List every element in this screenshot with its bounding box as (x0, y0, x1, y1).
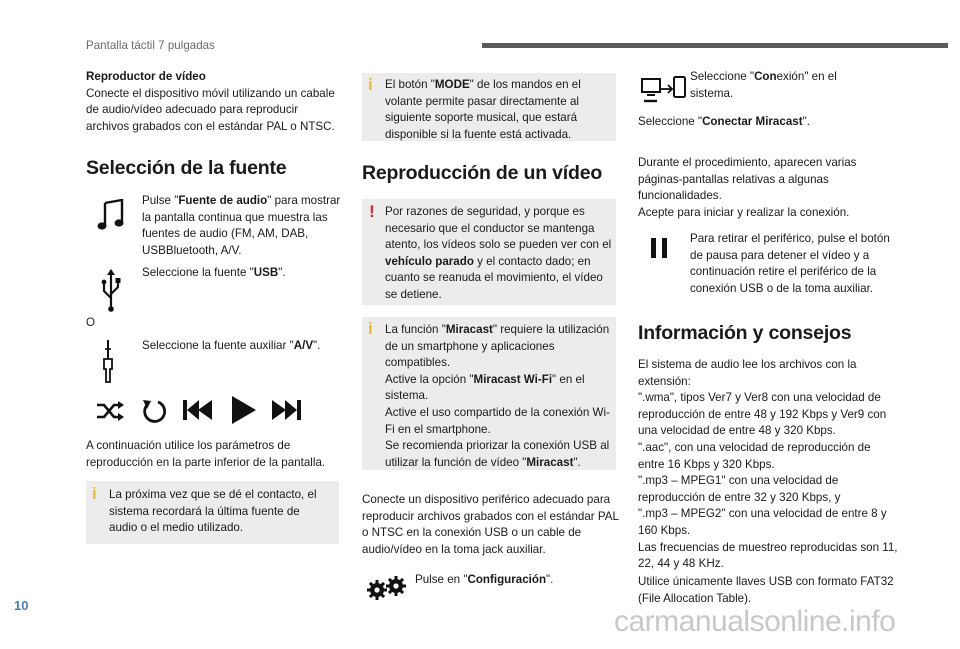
after-controls-text: A continuación utilice los parámetros de reproducción en la parte inferior de la pantalla. (86, 439, 326, 469)
info-formats-text: El sistema de audio lee los archivos con la extensión: ".wma", tipos Ver7 y Ver8 con una velocidad de reproducción de entre 48 y 192 Kbps y Ver9 con una velocidad de entre 48 y 320 Kbps. ".aac", con una velocidad de reproducción de entre 16 Kbps y 320 Kbps. ".mp3 – MPEG1" con una velocidad de reproducción de entre 32 y 320 Kbps, y ".mp3 – MPEG2" con una velocidad de entre 8 y 160 Kbps. Las frecuencias de muestreo reproducidas son 11, 22, 44 y 48 KHz. (638, 358, 898, 571)
info-marker-icon: i (368, 319, 373, 338)
warning-text: Por razones de seguridad, y porque es necesario que el conductor se mantenga atento, los vídeos solo se pueden ver con el vehículo parado y el contacto dado; en cuanto se reanuda el movimiento, el vídeo se detiene. (385, 205, 612, 301)
watermark: carmanualsonline.info (614, 605, 896, 638)
video-player-block (86, 69, 344, 135)
step-audio-source: Pulse "Fuente de audio" para mostrar la pantalla continua que muestra las fuentes de audio (FM, AM, DAB, USBBluetooth, A/V. (142, 194, 341, 257)
info-marker-icon: i (92, 484, 97, 503)
or-label: O (86, 316, 96, 329)
header-title: Pantalla táctil 7 pulgadas (86, 39, 215, 52)
video-player-title: Reproductor de vídeo (86, 70, 206, 83)
settings-gears-icon (365, 575, 409, 601)
section-title-info: Información y consejos (638, 322, 852, 344)
pause-icon (662, 238, 667, 258)
pause-text: Para retirar el periférico, pulse el botón de pausa para detener el vídeo y a continuación retire el periférico de la conexión USB o de la toma auxiliar. (690, 232, 890, 295)
procedure-text: Durante el procedimiento, aparecen varias páginas-pantallas relativas a algunas funcionalidades. Acepte para iniciar y realizar la conexión. (638, 156, 857, 219)
pause-icon (651, 238, 656, 258)
info-box-text: La próxima vez que se dé el contacto, el sistema recordará la última fuente de audio o el medio utilizado. (109, 488, 317, 535)
section-title-video: Reproducción de un vídeo (362, 162, 603, 184)
conexion-step: Seleccione "Conexión" en el sistema. (690, 70, 837, 100)
shuffle-icon (96, 400, 124, 422)
header-bar (482, 43, 948, 48)
next-track-icon (271, 398, 301, 422)
page-number: 10 (14, 598, 29, 613)
conectar-step: Seleccione "Conectar Miracast". (638, 115, 810, 128)
music-note-icon (96, 199, 126, 231)
info-marker-icon: i (368, 75, 373, 94)
warning-box (362, 199, 616, 305)
mode-text: El botón "MODE" de los mandos en el volante permite pasar directamente al siguiente soporte musical, que estará disponible si la fuente está activada. (385, 78, 581, 141)
usb-format-text: Utilice únicamente llaves USB con formato FAT32 (File Allocation Table). (638, 575, 894, 605)
previous-track-icon (183, 398, 213, 422)
info-box-miracast (362, 317, 616, 470)
connection-devices-icon (641, 75, 687, 105)
info-box-mode (362, 73, 616, 141)
repeat-icon (141, 398, 169, 424)
usb-icon (100, 268, 122, 312)
miracast-text: La función "Miracast" requiere la utilización de un smartphone y aplicaciones compatibles. Active la opción "Miracast Wi-Fi" en el sistema. Active el uso compartido de la conexión Wi-Fi en el smartphone. Se recomienda priorizar la conexión USB al utilizar la función de vídeo "Miracast". (385, 323, 610, 469)
config-step: Pulse en "Configuración". (415, 573, 554, 586)
video-player-text: Conecte el dispositivo móvil utilizando un cabale de audio/vídeo adecuado para reproducir archivos grabados con el estándar PAL o NTSC. (86, 86, 335, 133)
step-usb: Seleccione la fuente "USB". (142, 266, 286, 279)
step-aux: Seleccione la fuente auxiliar "A/V". (142, 339, 321, 352)
section-title-source: Selección de la fuente (86, 157, 287, 179)
aux-jack-icon (101, 339, 115, 383)
play-icon (231, 395, 257, 425)
warning-marker-icon: ! (369, 202, 375, 221)
connect-text: Conecte un dispositivo periférico adecuado para reproducir archivos grabados con el estándar PAL o NTSC en la conexión USB o un cable de audio/vídeo en la toma jack auxiliar. (362, 493, 619, 556)
info-box-last-source (86, 481, 339, 544)
